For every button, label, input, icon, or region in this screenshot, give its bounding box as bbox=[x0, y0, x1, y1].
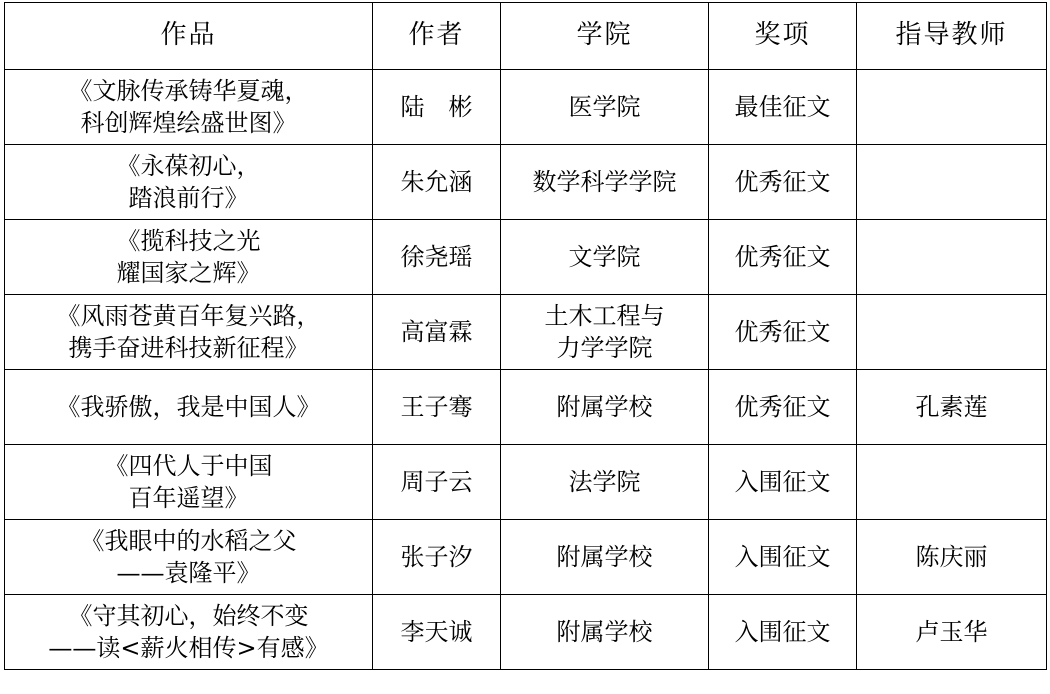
title-line-2: ——读<薪火相传>有感》 bbox=[48, 634, 329, 662]
cell-mentor bbox=[857, 295, 1047, 370]
cell-college bbox=[501, 145, 709, 220]
title-line-1: 《风雨苍黄百年复兴路， bbox=[56, 301, 321, 330]
cell-award: 最佳征文 bbox=[709, 70, 857, 145]
title-line-1: 《永葆初心， bbox=[116, 151, 261, 180]
cell-college bbox=[501, 70, 709, 145]
college-line-1: 数学科学学院 bbox=[532, 167, 677, 196]
title-line-2: ——袁隆平》 bbox=[116, 559, 261, 587]
table-row bbox=[5, 445, 1047, 520]
cell-college bbox=[501, 370, 709, 445]
award-table bbox=[4, 2, 1047, 670]
college-line-1: 附属学校 bbox=[556, 392, 653, 421]
college-line-2: 力学学院 bbox=[556, 334, 653, 362]
cell-mentor bbox=[857, 220, 1047, 295]
cell-college bbox=[501, 295, 709, 370]
cell-college bbox=[501, 445, 709, 520]
cell-author: 徐尧瑶 bbox=[373, 220, 501, 295]
title-line-2: 踏浪前行》 bbox=[128, 184, 249, 212]
cell-college bbox=[501, 520, 709, 595]
header-author: 作者 bbox=[373, 3, 501, 70]
table-row bbox=[5, 145, 1047, 220]
cell-mentor: 陈庆丽 bbox=[857, 520, 1047, 595]
table-row bbox=[5, 370, 1047, 445]
cell-award: 优秀征文 bbox=[709, 145, 857, 220]
cell-title bbox=[5, 220, 373, 295]
cell-author: 陆 彬 bbox=[373, 70, 501, 145]
header-award: 奖项 bbox=[709, 3, 857, 70]
table-row bbox=[5, 595, 1047, 670]
cell-title bbox=[5, 145, 373, 220]
table-row bbox=[5, 295, 1047, 370]
cell-award: 入围征文 bbox=[709, 520, 857, 595]
title-line-2: 耀国家之辉》 bbox=[116, 259, 261, 287]
title-line-1: 《我眼中的水稻之父 bbox=[80, 526, 297, 555]
cell-author: 周子云 bbox=[373, 445, 501, 520]
cell-author: 王子骞 bbox=[373, 370, 501, 445]
cell-award: 入围征文 bbox=[709, 595, 857, 670]
table-header-row bbox=[5, 3, 1047, 70]
header-mentor: 指导教师 bbox=[857, 3, 1047, 70]
cell-mentor bbox=[857, 445, 1047, 520]
cell-mentor bbox=[857, 145, 1047, 220]
cell-author: 朱允涵 bbox=[373, 145, 501, 220]
college-line-1: 附属学校 bbox=[556, 617, 653, 646]
cell-author: 高富霖 bbox=[373, 295, 501, 370]
title-line-2: 科创辉煌绘盛世图》 bbox=[80, 109, 297, 137]
college-line-1: 文学院 bbox=[568, 242, 641, 271]
title-line-1: 《四代人于中国 bbox=[104, 451, 273, 480]
cell-mentor bbox=[857, 70, 1047, 145]
college-line-1: 医学院 bbox=[568, 92, 641, 121]
cell-award: 入围征文 bbox=[709, 445, 857, 520]
cell-mentor: 卢玉华 bbox=[857, 595, 1047, 670]
title-line-1: 《守其初心，始终不变 bbox=[68, 601, 309, 630]
cell-title bbox=[5, 445, 373, 520]
cell-college bbox=[501, 595, 709, 670]
college-line-1: 附属学校 bbox=[556, 542, 653, 571]
cell-title bbox=[5, 370, 373, 445]
cell-award: 优秀征文 bbox=[709, 370, 857, 445]
table-row bbox=[5, 70, 1047, 145]
cell-title bbox=[5, 520, 373, 595]
cell-author: 李天诚 bbox=[373, 595, 501, 670]
cell-title bbox=[5, 70, 373, 145]
header-title: 作品 bbox=[5, 3, 373, 70]
cell-author: 张子汐 bbox=[373, 520, 501, 595]
table-row bbox=[5, 520, 1047, 595]
cell-title bbox=[5, 295, 373, 370]
cell-award: 优秀征文 bbox=[709, 220, 857, 295]
header-college: 学院 bbox=[501, 3, 709, 70]
cell-award: 优秀征文 bbox=[709, 295, 857, 370]
title-line-1: 《我骄傲，我是中国人》 bbox=[56, 392, 321, 421]
title-line-1: 《揽科技之光 bbox=[116, 226, 261, 255]
title-line-1: 《文脉传承铸华夏魂， bbox=[68, 76, 309, 105]
cell-title bbox=[5, 595, 373, 670]
title-line-2: 携手奋进科技新征程》 bbox=[68, 334, 309, 362]
table-row bbox=[5, 220, 1047, 295]
title-line-2: 百年遥望》 bbox=[128, 484, 249, 512]
cell-college bbox=[501, 220, 709, 295]
cell-mentor: 孔素莲 bbox=[857, 370, 1047, 445]
college-line-1: 法学院 bbox=[568, 467, 641, 496]
college-line-1: 土木工程与 bbox=[544, 301, 665, 330]
